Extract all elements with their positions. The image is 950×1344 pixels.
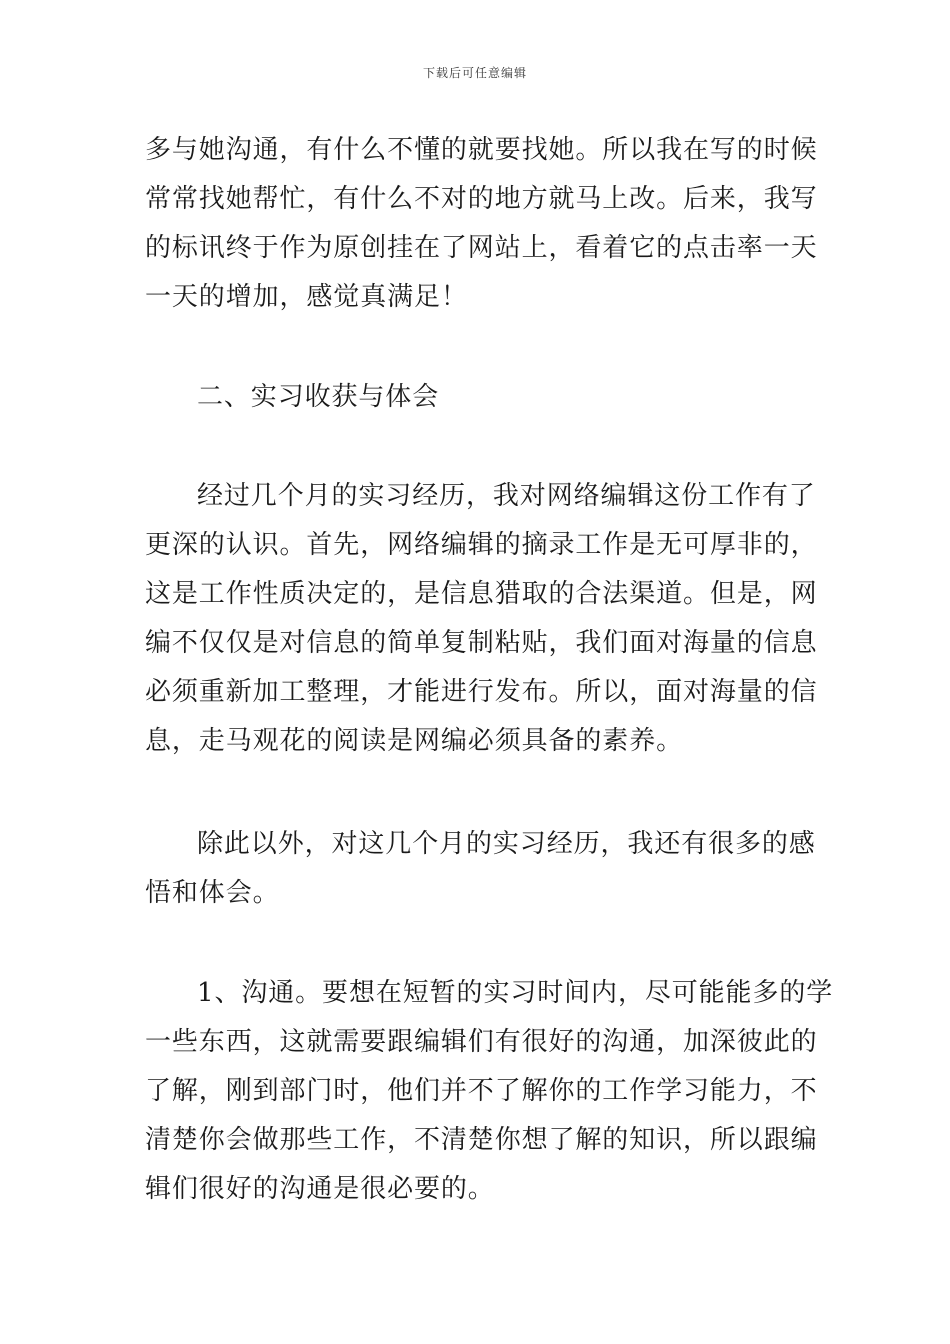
text-line: 的标讯终于作为原创挂在了网站上，看着它的点击率一天 [145,233,818,263]
text-line: 息，走马观花的阅读是网编必须具备的素养。 [145,726,684,756]
paragraph-continuation [145,126,818,322]
text-line: 编不仅仅是对信息的简单复制粘贴，我们面对海量的信息 [145,628,818,658]
text-line: 必须重新加工整理，才能进行发布。所以，面对海量的信 [145,677,818,707]
text-line: 常常找她帮忙，有什么不对的地方就马上改。后来，我写 [145,184,818,214]
text-line: 清楚你会做那些工作，不清楚你想了解的知识，所以跟编 [145,1125,818,1155]
text-line: 了解，刚到部门时，他们并不了解你的工作学习能力，不 [145,1076,818,1106]
text-line: 这是工作性质决定的，是信息猎取的合法渠道。但是，网 [145,579,818,609]
text-line: 一些东西，这就需要跟编辑们有很好的沟通，加深彼此的 [145,1027,818,1057]
text-line: 辑们很好的沟通是很必要的。 [145,1174,495,1204]
page-header: 下载后可任意编辑 [422,66,527,80]
paragraph-internship-insight [145,472,818,766]
text-line: 1、沟通。要想在短暂的实习时间内，尽可能能多的学 [197,978,834,1008]
text-line: 更深的认识。首先，网络编辑的摘录工作是无可厚非的， [145,530,818,560]
text-line: 除此以外，对这几个月的实习经历，我还有很多的感 [197,829,816,859]
text-line: 一天的增加，感觉真满足！ [145,282,468,312]
section-heading [145,373,810,422]
heading-line: 二、实习收获与体会 [197,382,440,412]
text-line: 经过几个月的实习经历，我对网络编辑这份工作有了 [197,481,816,511]
paragraph-additional-thoughts [145,820,816,918]
text-line: 悟和体会。 [145,878,280,908]
text-line: 多与她沟通，有什么不懂的就要找她。所以我在写的时候 [145,135,818,165]
paragraph-communication [145,969,834,1214]
